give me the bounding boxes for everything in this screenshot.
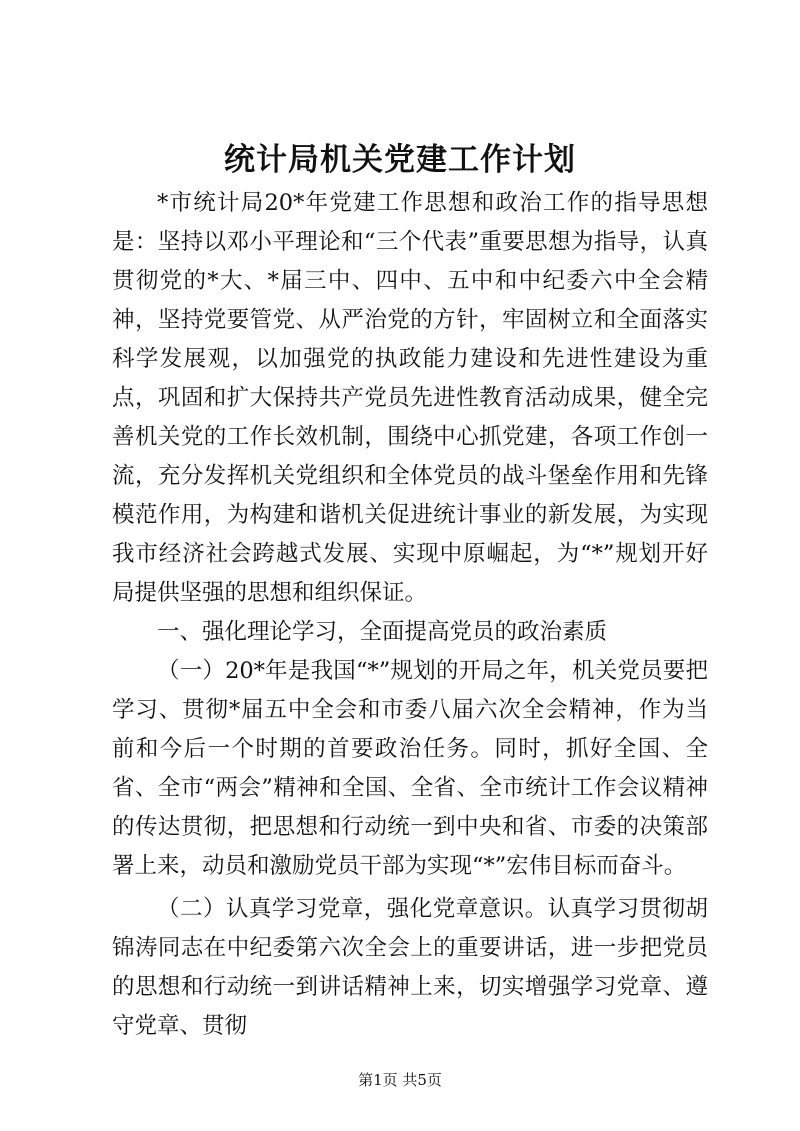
paragraph-item-2: （二）认真学习党章，强化党章意识。认真学习贯彻胡锦涛同志在中纪委第六次全会上的重要讲话，进一步把党员的思想和行动统一到讲话精神上来，切实增强学习党章、遵守党章、贯彻 — [112, 896, 708, 1039]
paragraph-guiding-ideology: *市统计局20*年党建工作思想和政治工作的指导思想是：坚持以邓小平理论和“三个代表”重要思想为指导，认真贯彻党的*大、*届三中、四中、五中和中纪委六中全会精神，坚持党要管党、从严治党的方针，牢固树立和全面落实科学发展观，以加强党的执政能力建设和先进性建设为重点，巩固和扩大保持共产党员先进性教育活动成果，健全完善机关党的工作长效机制，围绕中心抓党建，各项工作创一流，充分发挥机关党组织和全体党员的战斗堡垒作用和先锋模范作用，为构建和谐机关促进统计事业的新发展，为实现我市经济社会跨越式发展、实现中原崛起，为“*”规划开好局提供坚强的思想和组织保证。 — [112, 190, 708, 606]
document-title: 统计局机关党建工作计划 — [224, 142, 576, 178]
page-footer: 第1页 共5页 — [358, 1071, 442, 1089]
paragraph-item-1: （一）20*年是我国“*”规划的开局之年，机关党员要把学习、贯彻*届五中全会和市委八届六次全会精神，作为当前和今后一个时期的首要政治任务。同时，抓好全国、全省、全市“两会”精神和全国、全省、全市统计工作会议精神的传达贯彻，把思想和行动统一到中央和省、市委的决策部署上来，动员和激励党员干部为实现“*”宏伟目标而奋斗。 — [112, 658, 708, 879]
document-body — [112, 184, 708, 1046]
section-heading-1: 一、强化理论学习，全面提高党员的政治素质 — [157, 619, 608, 645]
